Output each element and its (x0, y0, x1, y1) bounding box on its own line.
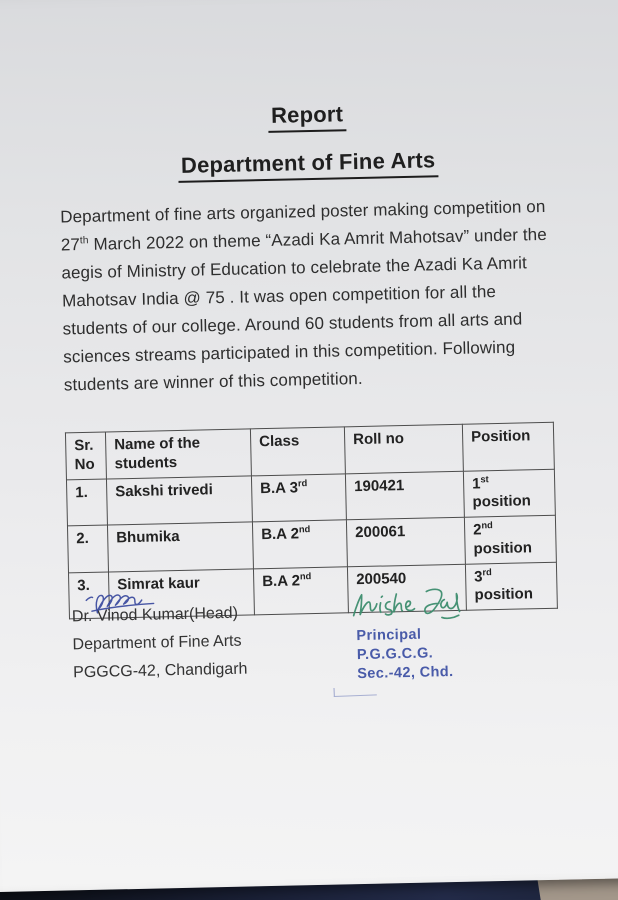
cell-position (465, 562, 557, 610)
report-paragraph (60, 193, 560, 400)
class-superscript: rd (297, 477, 308, 488)
header-cell-class: Class (250, 427, 345, 476)
cell-sr: 3. (68, 572, 109, 619)
cell-class (253, 566, 348, 615)
department-heading: Department of Fine Arts (178, 147, 439, 183)
winners-table (65, 422, 558, 620)
header-cell-roll: Roll no (344, 424, 463, 473)
cell-sr: 1. (66, 479, 107, 526)
class-superscript: nd (299, 570, 312, 581)
cell-roll: 200540 (347, 564, 466, 613)
class-base: B.A 3 (260, 478, 299, 497)
stamp-line-sector: Sec.-42, Chd. (357, 664, 454, 683)
header-cell-position: Position (462, 422, 554, 470)
head-dept-line: Department of Fine Arts (72, 632, 242, 654)
head-signatory-block (72, 600, 248, 688)
head-name-line: Dr. Vinod Kumar(Head) (71, 604, 239, 626)
head-college-line: PGGCG-42, Chandigarh (72, 660, 248, 682)
report-title-block (0, 95, 618, 139)
cell-roll: 200061 (346, 517, 465, 566)
position-number: 2 (472, 521, 482, 539)
header-cell-sr: Sr. No (65, 432, 106, 479)
position-word: position (472, 492, 532, 511)
department-heading-block (0, 143, 618, 187)
class-superscript: nd (298, 524, 311, 535)
class-base: B.A 2 (262, 571, 301, 590)
header-cell-name: Name of the students (105, 429, 251, 479)
stamp-faint-mark (334, 686, 377, 697)
position-number: 1 (471, 474, 481, 493)
cell-position (464, 515, 556, 563)
position-word: position (474, 585, 534, 604)
paragraph-part2: March 2022 on theme “Azadi Ka Amrit Mahotsav” under the aegis of Ministry of Education to celebrate the Azadi Ka Amrit Mahotsav India @ 75 . It was open competition for all the students of our college. Around 60 students from all arts and sciences streams participated in this competition. Following students are winner of this competition. (61, 224, 547, 395)
paragraph-part1: Department of fine arts organized poster making competition on 27 (60, 196, 546, 255)
cell-sr: 2. (67, 525, 108, 572)
position-superscript: nd (481, 520, 493, 531)
stamp-line-principal: Principal (356, 626, 422, 645)
paragraph-superscript: th (79, 235, 89, 247)
class-base: B.A 2 (261, 525, 300, 544)
cell-name: Sakshi trivedi (106, 475, 252, 525)
cell-name: Simrat kaur (108, 568, 254, 618)
position-superscript: st (480, 473, 489, 484)
cell-position (463, 469, 555, 517)
stamp-line-college: P.G.G.C.G. (356, 645, 434, 664)
principal-stamp-block (356, 625, 453, 684)
cell-roll: 190421 (345, 471, 464, 520)
report-title: Report (268, 101, 347, 133)
cell-class (252, 520, 347, 569)
cell-class (251, 473, 346, 522)
position-superscript: rd (482, 566, 492, 577)
position-number: 3 (473, 567, 483, 586)
cell-name: Bhumika (107, 522, 253, 572)
position-word: position (473, 539, 533, 558)
